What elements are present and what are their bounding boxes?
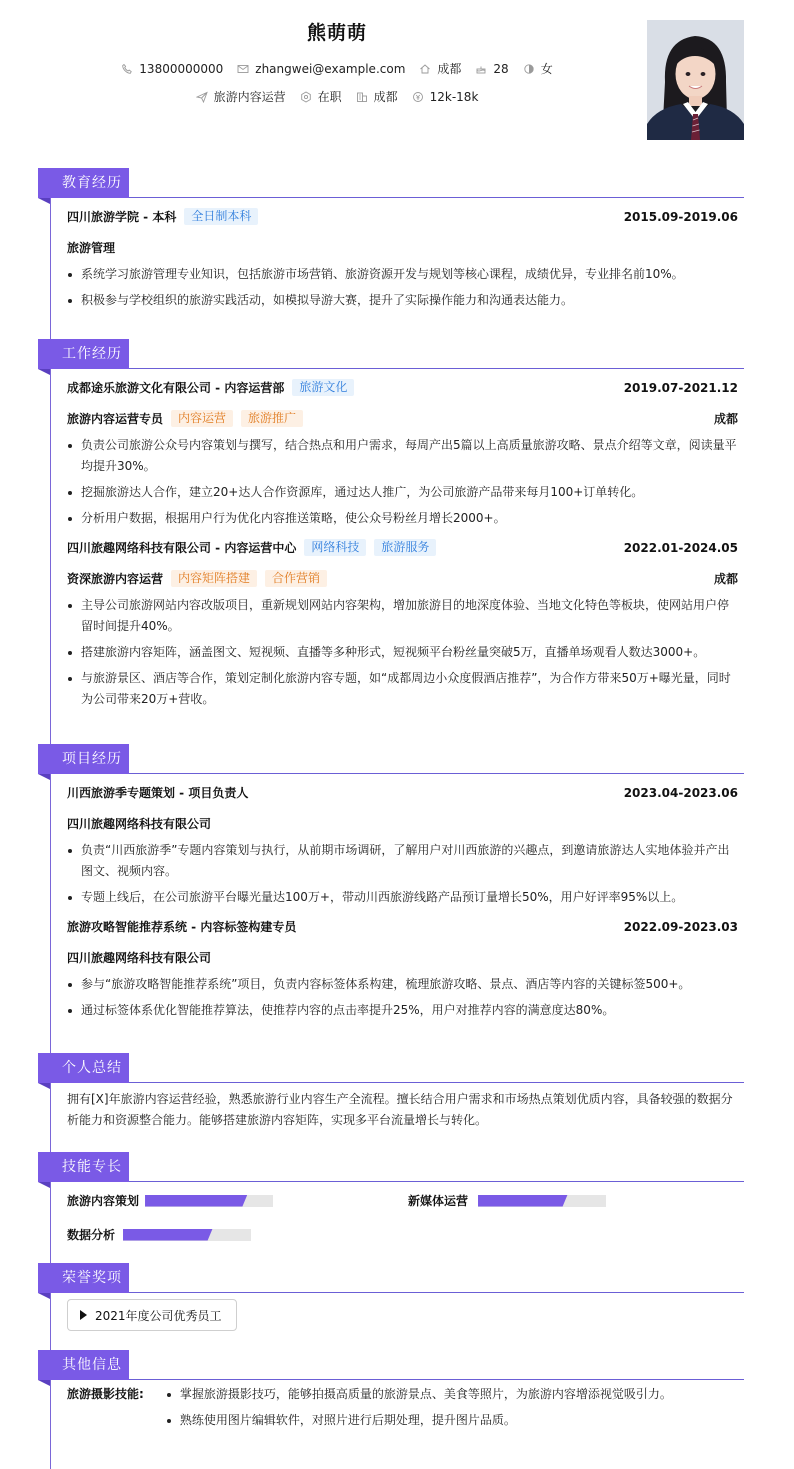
- skill-item: [67, 1226, 251, 1243]
- project-bullets: [67, 840, 738, 908]
- job-bullets: [67, 595, 738, 710]
- candidate-name: 熊萌萌: [306, 22, 367, 44]
- gear-icon: [300, 91, 312, 103]
- list-item: 通过标签体系优化智能推荐算法，使推荐内容的点击率提升25%，用户对推荐内容的满意度达80%。: [81, 1000, 738, 1021]
- other-section: [38, 1350, 744, 1431]
- email-text: zhangwei@example.com: [255, 61, 406, 76]
- other-header: [38, 1350, 744, 1380]
- education-row: [67, 208, 738, 225]
- list-item: 分析用户数据，根据用户行为优化内容推送策略，使公众号粉丝月增长2000+。: [81, 508, 738, 529]
- list-item: 熟练使用图片编辑软件，对照片进行后期处理，提升图片品质。: [180, 1410, 672, 1431]
- job-company-row: [67, 539, 738, 556]
- education-date: 2015.09-2019.06: [623, 209, 738, 224]
- awards-section: [38, 1263, 744, 1331]
- position-tag: 旅游推广: [241, 410, 303, 427]
- list-item: 与旅游景区、酒店等合作，策划定制化旅游内容专题，如“成都周边小众度假酒店推荐”，为合作方带来50万+曝光量，同时为公司带来20万+营收。: [81, 668, 738, 710]
- project-date: 2023.04-2023.06: [623, 785, 738, 800]
- position-tag: 内容矩阵搭建: [171, 570, 257, 587]
- profile-photo: [647, 20, 744, 140]
- list-item: 主导公司旅游网站内容改版项目，重新规划网站内容架构，增加旅游目的地深度体验、当地文化特色等板块，使网站用户停留时间提升40%。: [81, 595, 738, 637]
- play-icon: [80, 1310, 87, 1320]
- award-text: 2021年度公司优秀员工: [95, 1308, 222, 1323]
- skill-bar: [123, 1229, 251, 1241]
- phone-icon: [121, 63, 133, 75]
- other-title: 其他信息: [38, 1350, 129, 1380]
- projects-section: [38, 744, 744, 1021]
- list-item: 负责公司旅游公众号内容策划与撰写，结合热点和用户需求，每周产出5篇以上高质量旅游攻略、景点介绍等文章，阅读量平均提升30%。: [81, 435, 738, 477]
- skill-name: 数据分析: [67, 1228, 116, 1242]
- gender-info: [523, 60, 553, 77]
- projects-header: [38, 744, 744, 774]
- salary-text: 12k-18k: [429, 89, 479, 104]
- list-item: 挖掘旅游达人合作，建立20+达人合作资源库，通过达人推广，为公司旅游产品带来每月100+订单转化。: [81, 482, 738, 503]
- salary-info: [412, 90, 479, 104]
- status-info: [300, 88, 342, 105]
- target-city-text: 成都: [373, 90, 398, 104]
- skills-section: [38, 1152, 744, 1252]
- project-bullets: [67, 974, 738, 1021]
- send-icon: [196, 91, 208, 103]
- summary-title: 个人总结: [38, 1053, 129, 1083]
- skill-bar: [145, 1195, 273, 1207]
- other-bullets: [166, 1384, 672, 1431]
- project-org: 四川旅趣网络科技有限公司: [67, 951, 212, 965]
- job-position-row: [67, 410, 738, 427]
- work-title: 工作经历: [38, 339, 129, 369]
- education-header: [38, 168, 744, 198]
- skill-item: [67, 1192, 273, 1209]
- job-date: 2022.01-2024.05: [623, 540, 738, 555]
- company-tag: 网络科技: [304, 539, 366, 556]
- skills-title: 技能专长: [38, 1152, 129, 1182]
- project-date: 2022.09-2023.03: [623, 919, 738, 934]
- project-org: 四川旅趣网络科技有限公司: [67, 817, 212, 831]
- list-item: 搭建旅游内容矩阵，涵盖图文、短视频、直播等多种形式，短视频平台粉丝量突破5万，直播单场观看人数达3000+。: [81, 642, 738, 663]
- contact-row: [0, 60, 674, 77]
- skill-item: [408, 1192, 606, 1209]
- resume-header: [0, 0, 794, 150]
- education-bullets: [67, 264, 738, 311]
- skill-bar-fill: [123, 1229, 213, 1241]
- summary-section: [38, 1053, 744, 1131]
- skill-name: 新媒体运营: [408, 1194, 469, 1208]
- list-item: 掌握旅游摄影技巧，能够拍摄高质量的旅游景点、美食等照片，为旅游内容增添视觉吸引力。: [180, 1384, 672, 1405]
- position-name: 资深旅游内容运营: [67, 572, 164, 586]
- age-info: [475, 62, 508, 76]
- job-company-row: [67, 379, 738, 396]
- job-info: [196, 88, 286, 105]
- city-info: [419, 60, 461, 77]
- award-item[interactable]: [67, 1299, 237, 1331]
- degree-tag: 全日制本科: [184, 208, 258, 225]
- job-intent-row: [0, 88, 674, 105]
- cake-icon: [475, 63, 487, 75]
- other-label: 旅游摄影技能:: [67, 1387, 144, 1401]
- position-tag: 合作营销: [265, 570, 327, 587]
- job-bullets: [67, 435, 738, 529]
- awards-title: 荣誉奖项: [38, 1263, 129, 1293]
- phone-info: [121, 62, 223, 76]
- project-name: 川西旅游季专题策划 - 项目负责人: [67, 786, 249, 800]
- list-item: 积极参与学校组织的旅游实践活动，如模拟导游大赛，提升了实际操作能力和沟通表达能力。: [81, 290, 738, 311]
- position-tag: 内容运营: [171, 410, 233, 427]
- company-name: 四川旅趣网络科技有限公司 - 内容运营中心: [67, 541, 297, 555]
- education-title: 教育经历: [38, 168, 129, 198]
- email-info: [237, 62, 405, 76]
- position-name: 旅游内容运营专员: [67, 412, 164, 426]
- building-icon: [356, 91, 368, 103]
- job-date: 2019.07-2021.12: [623, 380, 738, 395]
- list-item: 负责“川西旅游季”专题内容策划与执行，从前期市场调研，了解用户对川西旅游的兴趣点，到邀请旅游达人实地体验并产出图文、视频内容。: [81, 840, 738, 882]
- company-tag: 旅游服务: [374, 539, 436, 556]
- city-text: 成都: [437, 62, 462, 76]
- major-name: 旅游管理: [67, 241, 116, 255]
- phone-text: 13800000000: [139, 61, 224, 76]
- job-location: 成都: [713, 572, 738, 586]
- status-text: 在职: [317, 90, 342, 104]
- project-row: [67, 918, 738, 935]
- projects-title: 项目经历: [38, 744, 129, 774]
- list-item: 参与“旅游攻略智能推荐系统”项目，负责内容标签体系构建，梳理旅游攻略、景点、酒店等内容的关键标签500+。: [81, 974, 738, 995]
- age-text: 28: [493, 61, 509, 76]
- list-item: 系统学习旅游管理专业知识，包括旅游市场营销、旅游资源开发与规划等核心课程，成绩优异，专业排名前10%。: [81, 264, 738, 285]
- skills-header: [38, 1152, 744, 1182]
- target-city-info: [356, 88, 398, 105]
- gender-icon: [523, 63, 535, 75]
- awards-header: [38, 1263, 744, 1293]
- skill-name: 旅游内容策划: [67, 1194, 140, 1208]
- job-text: 旅游内容运营: [213, 90, 286, 104]
- education-section: [38, 168, 744, 311]
- job-position-row: [67, 570, 738, 587]
- work-section: [38, 339, 744, 710]
- list-item: 专题上线后，在公司旅游平台曝光量达100万+，带动川西旅游线路产品预订量增长50%，用户好评率95%以上。: [81, 887, 738, 908]
- skill-bar: [478, 1195, 606, 1207]
- skill-bar-fill: [145, 1195, 247, 1207]
- skill-bar-fill: [478, 1195, 568, 1207]
- project-row: [67, 784, 738, 801]
- money-icon: [412, 91, 424, 103]
- school-name: 四川旅游学院 - 本科: [67, 210, 177, 224]
- home-icon: [419, 63, 431, 75]
- company-tag: 旅游文化: [292, 379, 354, 396]
- company-name: 成都途乐旅游文化有限公司 - 内容运营部: [67, 381, 285, 395]
- job-location: 成都: [713, 412, 738, 426]
- summary-text: 拥有[X]年旅游内容运营经验，熟悉旅游行业内容生产全流程。擅长结合用户需求和市场热点策划优质内容，具备较强的数据分析能力和资源整合能力。能够搭建旅游内容矩阵，实现多平台流量增长与转化。: [67, 1092, 733, 1127]
- gender-text: 女: [540, 62, 553, 76]
- work-header: [38, 339, 744, 369]
- project-name: 旅游攻略智能推荐系统 - 内容标签构建专员: [67, 920, 297, 934]
- summary-header: [38, 1053, 744, 1083]
- mail-icon: [237, 63, 249, 75]
- other-content: [67, 1384, 738, 1431]
